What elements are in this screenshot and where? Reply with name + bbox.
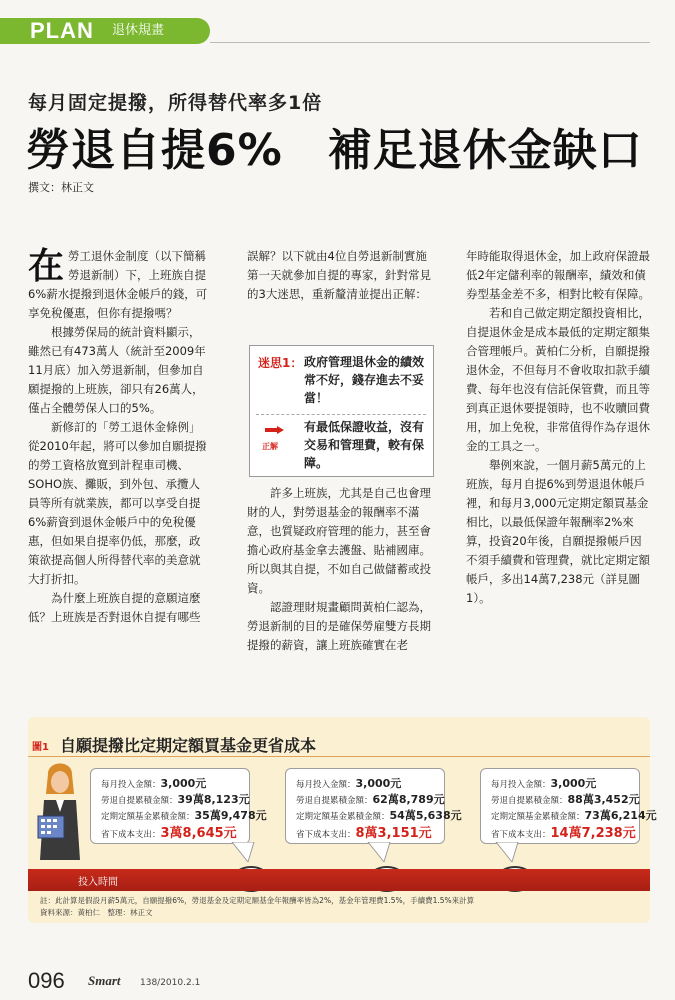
article-title: 勞退自提6% 補足退休金缺口 — [26, 125, 643, 176]
card-row-label: 每月投入金額： — [491, 780, 551, 790]
paragraph: 為什麼上班族自提的意願這麼低？上班族是否對退休自提有哪些 — [28, 591, 201, 624]
savings-card — [285, 768, 462, 844]
paragraph: 在勞工退休金制度（以下簡稱勞退新制）下，上班族自提6%薪水提撥到退休金帳戶的錢，可享免稅優惠，但你有提撥嗎？ — [28, 246, 208, 320]
timeline-label: 投入時間 — [78, 877, 118, 888]
page-number: 096 — [28, 968, 65, 993]
card-row-label: 定期定額基金累積金額： — [296, 812, 390, 822]
article-column-2-top: 誤解？以下就由4位自勞退新制實施第一天就參加自提的專家，針對常見的3大迷思，重新釐清並提出正解： — [247, 249, 431, 301]
section-label: 退休規畫 — [112, 23, 165, 38]
card-row — [101, 775, 206, 791]
card-row-label: 勞退自提累積金額： — [296, 796, 373, 806]
card-row-label: 每月投入金額： — [296, 780, 356, 790]
myth-text: 政府管理退休金的績效常不好，錢存進去不妥當！ — [304, 355, 425, 405]
card-row-value: 73萬6,214元 — [584, 809, 657, 822]
card-row — [491, 822, 636, 841]
card-row-label: 每月投入金額： — [101, 780, 161, 790]
card-row — [101, 822, 237, 841]
card-row-value: 54萬5,638元 — [389, 809, 462, 822]
card-row-label: 定期定額基金累積金額： — [101, 812, 195, 822]
card-pointer-icon — [226, 842, 266, 862]
figure-title: 自願提撥比定期定額買基金更省成本 — [60, 736, 317, 755]
savings-card — [480, 768, 657, 844]
card-row-label: 定期定額基金累積金額： — [491, 812, 585, 822]
issue-label: 138/2010.2.1 — [140, 978, 201, 988]
savings-card — [90, 768, 267, 844]
article-column-3 — [466, 247, 651, 608]
card-row — [101, 791, 250, 807]
card-row-label: 省下成本支出： — [296, 830, 356, 840]
card-row — [491, 791, 640, 807]
card-row-value: 39萬8,123元 — [177, 793, 250, 806]
myth-box — [249, 345, 434, 477]
card-row-value: 14萬7,238元 — [550, 826, 636, 841]
paragraph: 舉例來說，一個月薪5萬元的上班族，每月自提6%到勞退退休帳戶裡，和每月3,000元定期定額買基金相比，以最低保證年報酬率2%來算，投資20年後，自願提撥帳戶因不須手續費和管理費，就比定期定額帳戶，多出14萬7,238元（詳見圖1）。 — [466, 458, 650, 605]
figure-number: 圖1 — [32, 742, 49, 753]
card-row — [296, 807, 462, 823]
card-row-value: 3萬8,645元 — [160, 826, 237, 841]
paragraph: 若和自己做定期定額投資相比，自提退休金是成本最低的定期定額集合管理帳戶。黃柏仁分析，自願提撥退休金，不但每月不會收取扣款手續費、每年也沒有信託保管費，而且等到真正退休要提領時，也不收贖回費用，加上免稅，非常值得作為存退休金的工具之一。 — [466, 306, 650, 453]
card-row — [296, 791, 445, 807]
answer-label: 正解 — [262, 442, 278, 451]
card-row-label: 勞退自提累積金額： — [101, 796, 178, 806]
timeline-bar — [28, 869, 650, 891]
answer-text: 有最低保證收益，沒有交易和管理費，較有保障。 — [304, 420, 425, 470]
card-row — [296, 822, 432, 841]
magazine-brand: Smart — [88, 973, 121, 988]
figure-title-rule — [28, 756, 650, 757]
card-row-value: 88萬3,452元 — [567, 793, 640, 806]
card-row — [296, 775, 401, 791]
card-pointer-icon — [362, 842, 402, 862]
card-row — [101, 807, 267, 823]
card-row-value: 3,000元 — [160, 777, 207, 790]
card-row-value: 35萬9,478元 — [194, 809, 267, 822]
paragraph: 許多上班族，尤其是自己也會理財的人，對勞退基金的報酬率不滿意，也質疑政府管理的能力，甚至會擔心政府基金拿去護盤、貼補國庫。所以與其自提，不如自己做儲蓄或投資。 — [247, 486, 431, 595]
card-row — [491, 807, 657, 823]
card-row-label: 省下成本支出： — [101, 830, 161, 840]
plan-label: PLAN — [30, 18, 94, 43]
card-row-value: 62萬8,789元 — [372, 793, 445, 806]
card-row-value: 3,000元 — [355, 777, 402, 790]
drop-cap: 在 — [28, 246, 65, 287]
businesswoman-illustration-icon — [36, 760, 86, 870]
card-row-label: 省下成本支出： — [491, 830, 551, 840]
card-row-value: 3,000元 — [550, 777, 597, 790]
article-column-1 — [28, 247, 210, 627]
paragraph: 年時能取得退休金，加上政府保證最低2年定儲利率的報酬率，績效和債券型基金差不多，相對比較有保障。 — [466, 249, 650, 301]
paragraph: 根據勞保局的統計資料顯示，雖然已有473萬人（統計至2009年11月底）加入勞退新制，但參加自願提撥的上班族，卻只有26萬人，僅占全體勞保人口的5%。 — [28, 325, 206, 415]
card-pointer-icon — [490, 842, 530, 862]
figure-note: 註：此計算是假設月薪5萬元，自願提撥6%，勞退基金及定期定額基金年報酬率皆為2%，基金年管理費1.5%，手續費1.5%來計算 資料來源：黃柏仁 整理：林正文 — [40, 896, 475, 917]
card-row-label: 勞退自提累積金額： — [491, 796, 568, 806]
divider — [256, 414, 426, 415]
paragraph: 認證理財規畫顧問黃柏仁認為，勞退新制的目的是確保勞雇雙方長期提撥的薪資，讓上班族確實在老 — [247, 600, 431, 652]
myth-tag: 迷思1： — [258, 356, 303, 370]
card-row-value: 8萬3,151元 — [355, 826, 432, 841]
article-column-2-bottom — [247, 484, 432, 655]
pointing-hand-icon — [264, 420, 286, 440]
header-rule — [210, 42, 650, 43]
article-author: 撰文：林正文 — [28, 181, 94, 194]
card-row — [491, 775, 596, 791]
paragraph: 新修訂的「勞工退休金條例」從2010年起，將可以參加自願提撥的勞工資格放寬到計程車司機、SOHO族、攤販，到外包、承攬人員等所有就業族，都可以享受自提6%薪資到退休金帳戶中的免稅優惠，但如果自提率仍低，那麼，政策欲提高個人所得替代率的美意就大打折扣。 — [28, 420, 207, 586]
article-subtitle: 每月固定提撥，所得替代率多1倍 — [28, 92, 323, 114]
